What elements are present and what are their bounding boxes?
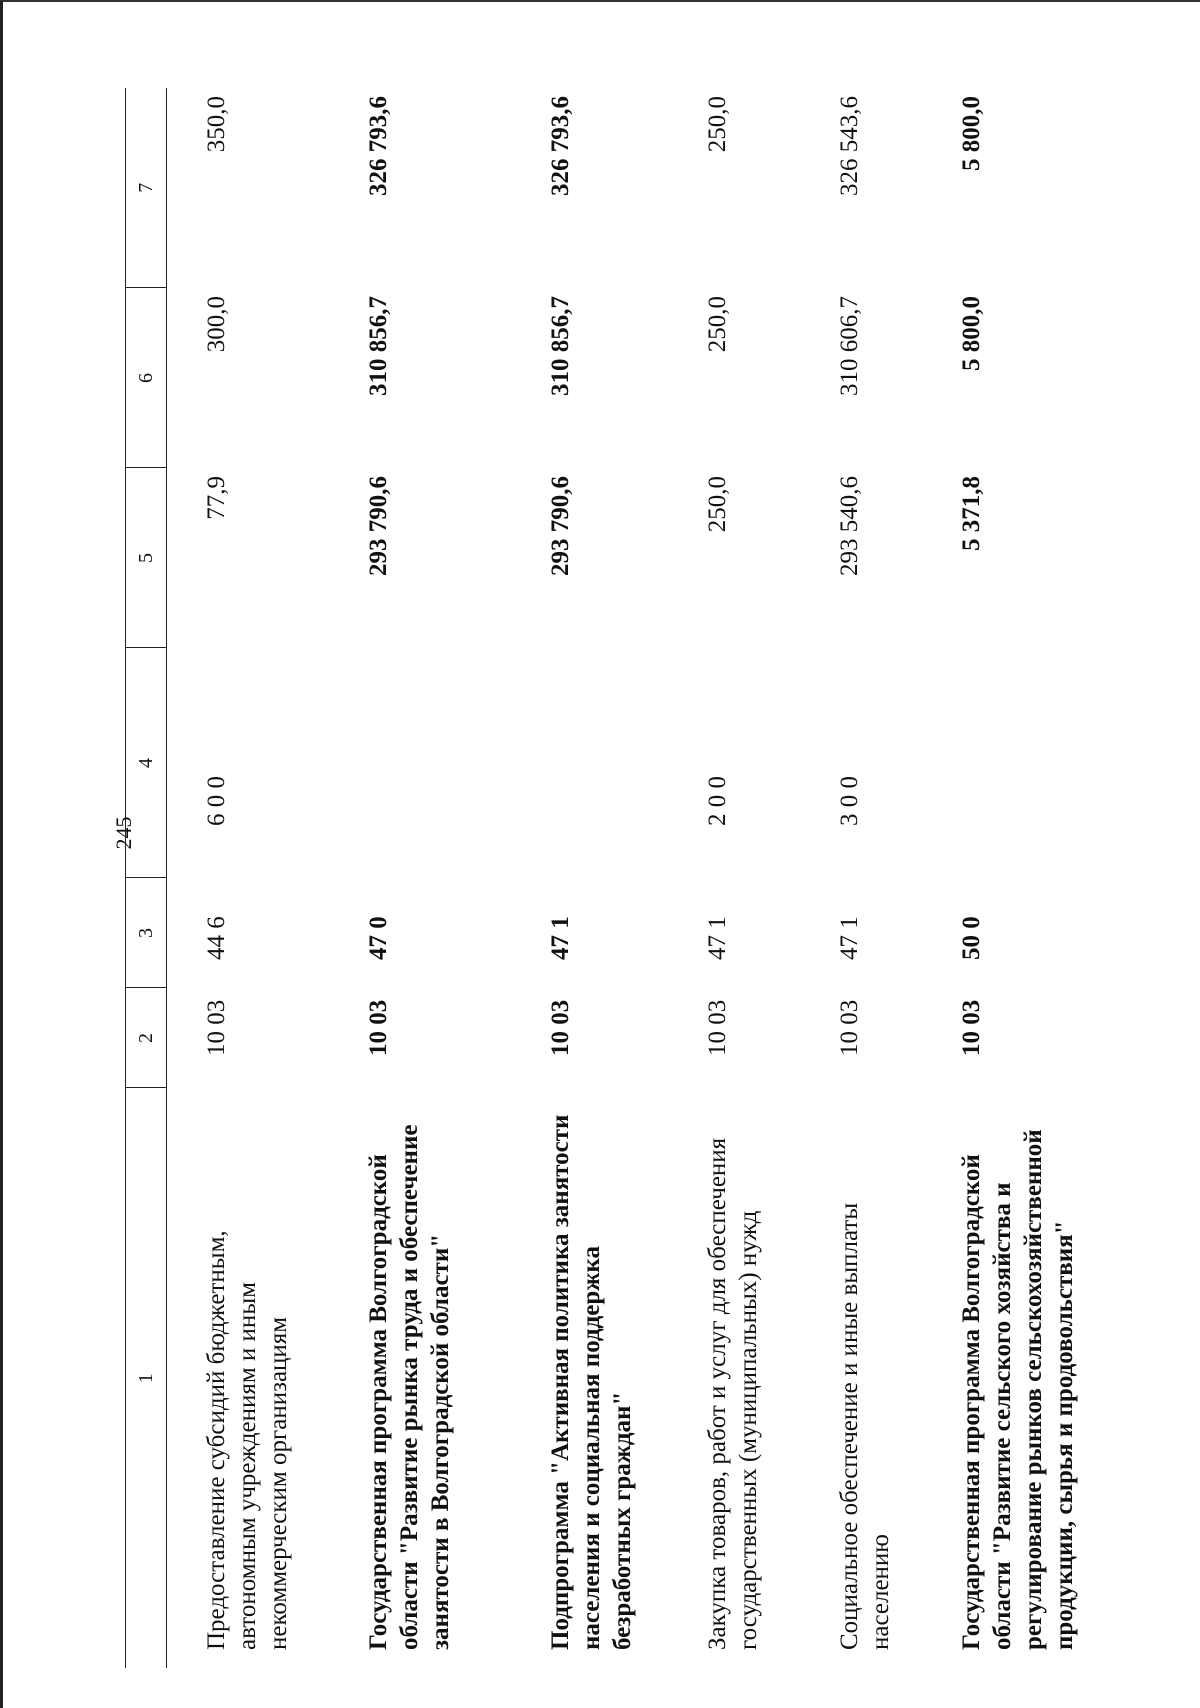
table-row — [812, 88, 934, 1668]
row-name: Предоставление субсидий бюджетным, автономным учреждениям и иным некоммерческим организациям — [203, 1230, 292, 1650]
row-expense-type: 6 0 0 — [203, 776, 230, 826]
row-value-year1: 77,9 — [203, 476, 230, 520]
row-value-year2: 310 856,7 — [365, 296, 392, 396]
row-section: 10 03 — [365, 999, 392, 1056]
row-value-year1: 250,0 — [704, 476, 731, 533]
row-expense-type — [341, 648, 523, 878]
row-value-year1: 5 371,8 — [958, 476, 985, 551]
page-number: 245 — [111, 816, 136, 850]
row-target: 44 6 — [203, 916, 230, 960]
row-section: 10 03 — [547, 999, 574, 1056]
row-section: 10 03 — [704, 999, 731, 1056]
budget-table — [125, 88, 1176, 1668]
row-value-year1: 293 540,6 — [836, 476, 863, 576]
header-col-4: 4 — [126, 648, 167, 878]
row-target: 47 0 — [365, 916, 392, 960]
header-col-5: 5 — [126, 468, 167, 648]
row-expense-type: 2 0 0 — [704, 776, 731, 826]
row-name: Государственная программа Волгоградской области "Развитие сельского хозяйства и регулирование рынков сельскохозяйственной продукции, сырья и продовольствия" — [958, 1129, 1078, 1650]
row-value-year3: 5 800,0 — [958, 96, 985, 171]
row-value-year3: 350,0 — [203, 96, 230, 153]
table-row — [680, 88, 812, 1668]
row-value-year2: 310 856,7 — [547, 296, 574, 396]
row-value-year2: 300,0 — [203, 296, 230, 353]
row-value-year2: 5 800,0 — [958, 296, 985, 371]
header-row — [126, 88, 167, 1668]
row-target: 47 1 — [836, 916, 863, 960]
row-value-year3: 326 793,6 — [365, 96, 392, 196]
row-expense-type — [934, 648, 1176, 878]
row-value-year2: 310 606,7 — [836, 296, 863, 396]
row-value-year1: 293 790,6 — [365, 476, 392, 576]
row-target: 47 1 — [547, 916, 574, 960]
row-value-year3: 250,0 — [704, 96, 731, 153]
row-name: Государственная программа Волгоградской области "Развитие рынка труда и обеспечение занятости в Волгоградской области" — [365, 1124, 454, 1650]
row-expense-type: 3 0 0 — [836, 776, 863, 826]
row-value-year1: 293 790,6 — [547, 476, 574, 576]
row-value-year3: 326 793,6 — [547, 96, 574, 196]
header-col-2: 2 — [126, 988, 167, 1088]
row-expense-type — [523, 648, 680, 878]
header-col-1: 1 — [126, 1088, 167, 1668]
table-row — [523, 88, 680, 1668]
table-row — [167, 88, 342, 1668]
row-value-year2: 250,0 — [704, 296, 731, 353]
table-row — [934, 88, 1176, 1668]
row-target: 50 0 — [958, 916, 985, 960]
row-section: 10 03 — [958, 999, 985, 1056]
row-value-year3: 326 543,6 — [836, 96, 863, 196]
row-section: 10 03 — [203, 999, 230, 1056]
row-name: Закупка товаров, работ и услуг для обеспечения государственных (муниципальных) нужд — [704, 1137, 762, 1650]
header-col-3: 3 — [126, 878, 167, 988]
row-target: 47 1 — [704, 916, 731, 960]
budget-table-page — [125, 88, 1155, 1668]
row-name: Социальное обеспечение и иные выплаты населению — [836, 1202, 894, 1650]
row-section: 10 03 — [836, 999, 863, 1056]
header-col-7: 7 — [126, 88, 167, 288]
row-name: Подпрограмма "Активная политика занятости населения и социальная поддержка безработных граждан" — [547, 1114, 636, 1650]
header-col-6: 6 — [126, 288, 167, 468]
table-row — [341, 88, 523, 1668]
